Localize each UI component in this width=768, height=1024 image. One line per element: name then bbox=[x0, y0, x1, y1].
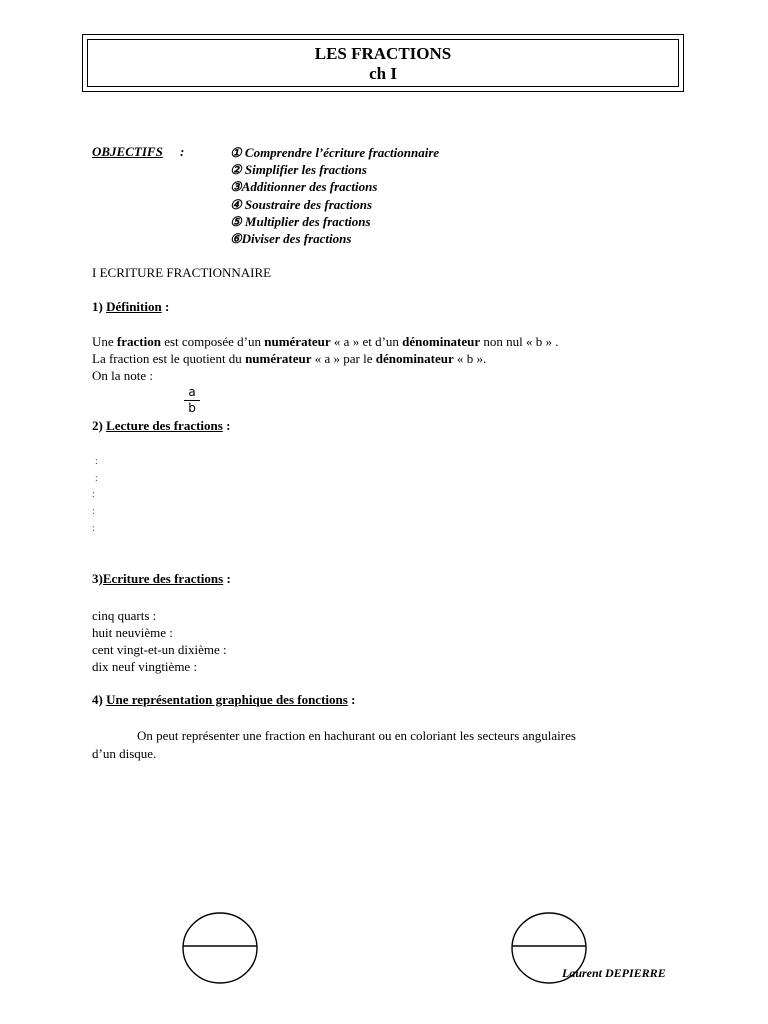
fraction-denominator: b bbox=[188, 401, 196, 415]
representation-title: Une représentation graphique des fonctions bbox=[106, 692, 348, 707]
representation-line-1: On peut représenter une fraction en hachurant ou en coloriant les secteurs angulaires bbox=[137, 728, 576, 743]
blank-line-marker: : bbox=[92, 506, 95, 517]
reading-number: 2) bbox=[92, 418, 103, 433]
term-numerator: numérateur bbox=[264, 334, 331, 349]
blank-line-marker: : bbox=[92, 489, 95, 500]
term-fraction: fraction bbox=[116, 334, 161, 349]
objective-item: ② Simplifier les fractions bbox=[230, 162, 367, 178]
definition-line-2 bbox=[92, 350, 486, 367]
text-run: est composée d’un bbox=[160, 334, 265, 349]
writing-colon: : bbox=[226, 571, 231, 586]
writing-exercise-item: cent vingt-et-un dixième : bbox=[92, 642, 227, 657]
definition-line-1 bbox=[92, 333, 559, 350]
objectives-list bbox=[230, 144, 439, 247]
objectives-colon: : bbox=[180, 144, 185, 159]
writing-exercise-item: cinq quarts : bbox=[92, 608, 157, 623]
objective-item: ① Comprendre l’écriture fractionnaire bbox=[230, 145, 440, 160]
text-run: « a » par le bbox=[311, 351, 376, 366]
term-denominator: dénominateur bbox=[402, 334, 481, 349]
writing-title: Ecriture des fractions bbox=[102, 571, 224, 586]
term-denominator: dénominateur bbox=[375, 351, 454, 366]
objective-item: ⑥Diviser des fractions bbox=[230, 231, 352, 247]
half-disk-diagram-left bbox=[181, 911, 259, 985]
objectives-label: OBJECTIFS bbox=[92, 144, 163, 159]
fraction-numerator: a bbox=[188, 385, 196, 399]
writing-exercise-list bbox=[92, 607, 227, 675]
text-run: Une bbox=[92, 334, 117, 349]
representation-line-2: d’un disque. bbox=[92, 746, 157, 761]
writing-number: 3) bbox=[92, 571, 103, 586]
objective-item: ④ Soustraire des fractions bbox=[230, 196, 373, 212]
objective-item: ⑤ Multiplier des fractions bbox=[230, 213, 371, 229]
chapter-label: ch I bbox=[369, 64, 397, 83]
title-inner-frame bbox=[87, 39, 679, 87]
representation-colon: : bbox=[351, 692, 356, 707]
blank-line-marker: : bbox=[95, 473, 98, 484]
text-run: La fraction est le quotient du bbox=[92, 351, 246, 366]
reading-heading bbox=[92, 418, 230, 434]
reading-colon: : bbox=[226, 418, 231, 433]
page-title: LES FRACTIONS bbox=[314, 44, 452, 63]
representation-heading bbox=[92, 692, 355, 708]
section-heading: I ECRITURE FRACTIONNAIRE bbox=[92, 265, 272, 280]
representation-number: 4) bbox=[92, 692, 103, 707]
definition-number: 1) bbox=[92, 299, 103, 314]
writing-exercise-item: huit neuvième : bbox=[92, 625, 173, 640]
reading-title: Lecture des fractions bbox=[106, 418, 223, 433]
definition-colon: : bbox=[164, 299, 170, 314]
definition-title: Définition bbox=[106, 299, 162, 314]
blank-line-marker: : bbox=[92, 523, 95, 534]
objective-item: ③Additionner des fractions bbox=[230, 179, 378, 195]
definition-line-3: On la note : bbox=[92, 368, 154, 383]
author-signature: Laurent DEPIERRE bbox=[562, 966, 666, 980]
term-numerator: numérateur bbox=[245, 351, 312, 366]
title-frame bbox=[82, 34, 684, 92]
representation-paragraph bbox=[92, 727, 692, 763]
definition-heading bbox=[92, 299, 169, 315]
text-run: non nul « b » . bbox=[480, 334, 559, 349]
writing-exercise-item: dix neuf vingtième : bbox=[92, 659, 198, 674]
text-run: « b ». bbox=[453, 351, 487, 366]
fraction-notation bbox=[183, 385, 201, 415]
text-run: « a » et d’un bbox=[330, 334, 403, 349]
blank-line-marker: : bbox=[95, 456, 98, 467]
writing-heading bbox=[92, 571, 231, 587]
